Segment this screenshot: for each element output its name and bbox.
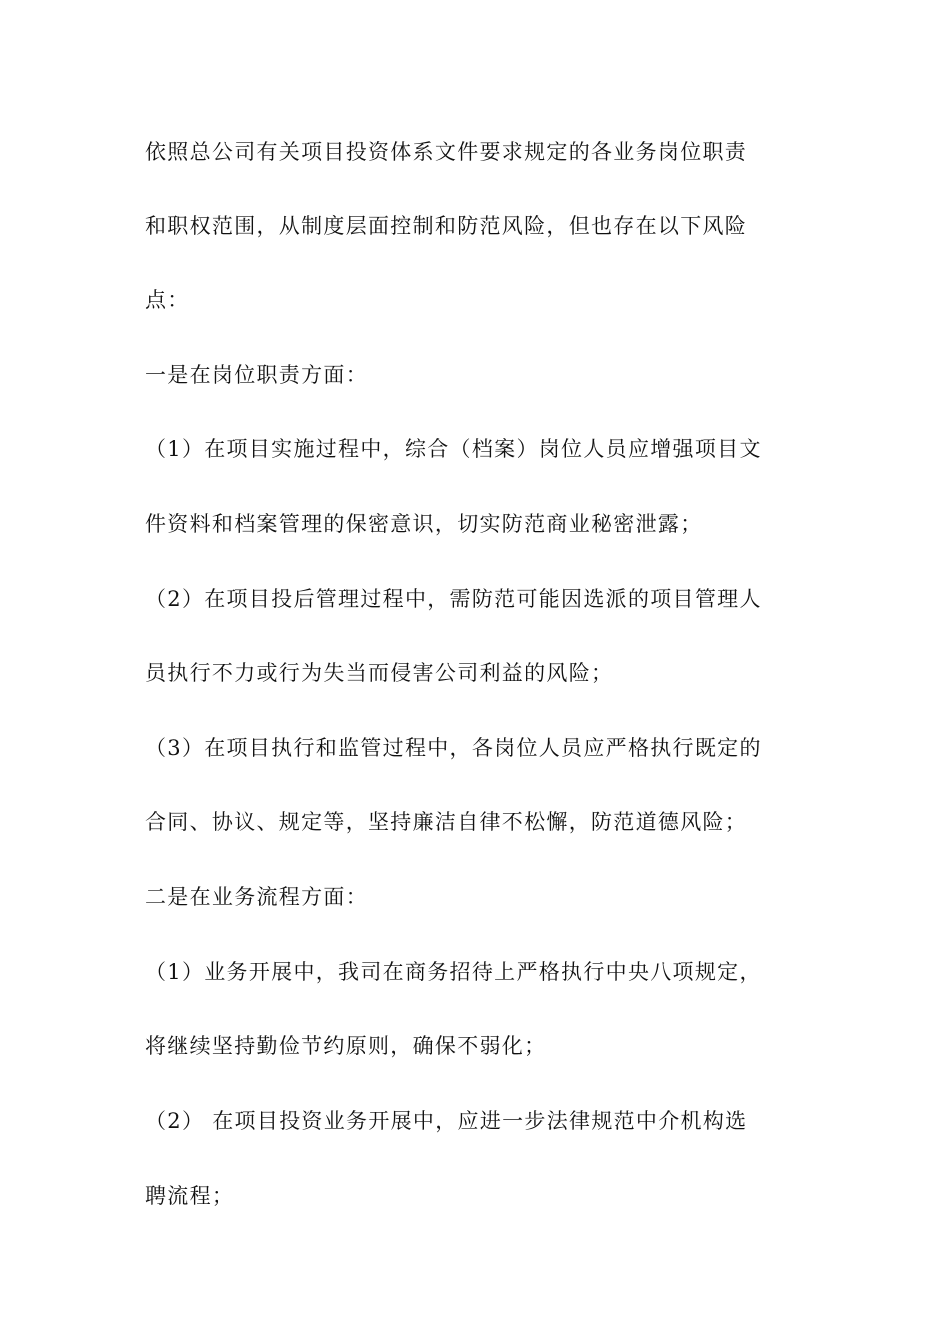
list-item-line: 件资料和档案管理的保密意识，切实防范商业秘密泄露；: [145, 512, 703, 536]
list-item-line: 合同、协议、规定等，坚持廉洁自律不松懈，防范道德风险；: [145, 810, 748, 834]
section-heading-line: 二是在业务流程方面：: [145, 885, 368, 909]
list-item-line: 员执行不力或行为失当而侵害公司利益的风险；: [145, 661, 614, 685]
section-heading-line: 一是在岗位职责方面：: [145, 363, 368, 387]
paragraph-line: 点：: [145, 288, 190, 312]
list-item-line: 聘流程；: [145, 1184, 235, 1208]
list-item-line: （2） 在项目投资业务开展中，应进一步法律规范中介机构选: [145, 1109, 748, 1133]
list-item-line: （1）业务开展中，我司在商务招待上严格执行中央八项规定，: [145, 960, 762, 984]
paragraph-line: 依照总公司有关项目投资体系文件要求规定的各业务岗位职责: [145, 140, 748, 164]
list-item-line: （2）在项目投后管理过程中，需防范可能因选派的项目管理人: [145, 587, 762, 611]
list-item-line: （1）在项目实施过程中，综合（档案）岗位人员应增强项目文: [145, 437, 762, 461]
list-item-line: （3）在项目执行和监管过程中，各岗位人员应严格执行既定的: [145, 736, 762, 760]
list-item-line: 将继续坚持勤俭节约原则，确保不弱化；: [145, 1034, 547, 1058]
paragraph-line: 和职权范围，从制度层面控制和防范风险，但也存在以下风险: [145, 214, 748, 238]
